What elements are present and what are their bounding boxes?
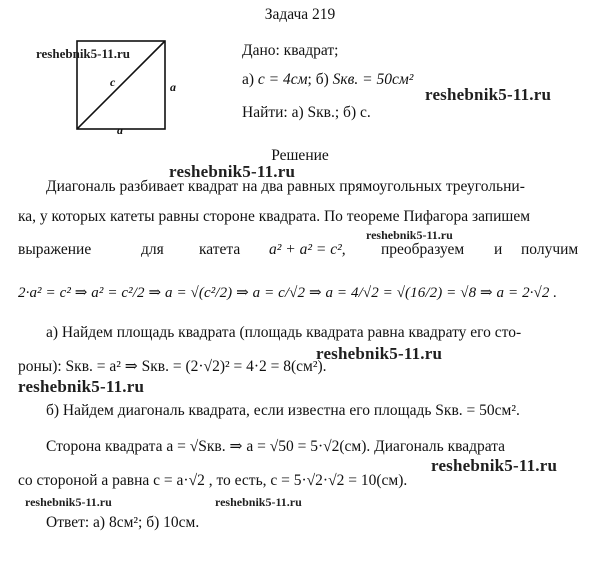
paragraph-line-word: для xyxy=(141,241,164,258)
given-s-value: Sкв. = 50см² xyxy=(332,71,414,88)
solution-heading: Решение xyxy=(271,147,329,164)
given-c-value: c = 4см xyxy=(257,71,308,88)
paragraph-line-word: выражение xyxy=(18,241,92,258)
given-label: Дано: квадрат; xyxy=(242,42,339,59)
paragraph-line: ка, у которых катеты равны стороне квадрата. По теореме Пифагора запишем xyxy=(18,208,531,225)
paragraph-line-word: преобразуем xyxy=(381,241,465,258)
given-b-prefix: ; б) xyxy=(307,71,329,88)
page-title: Задача 219 xyxy=(264,6,336,23)
figure-label-c: c xyxy=(110,75,116,89)
watermark: reshebnik5-11.ru xyxy=(425,85,552,104)
figure-label-a-right: a xyxy=(170,80,176,94)
given-a-prefix: а) xyxy=(242,71,255,88)
part-a-line: а) Найдем площадь квадрата (площадь квадрата равна квадрату его сто- xyxy=(46,324,522,341)
find-label: Найти: а) Sкв.; б) c. xyxy=(242,104,371,121)
watermark: reshebnik5-11.ru xyxy=(18,377,145,396)
part-a-line: роны): Sкв. = a² ⇒ Sкв. = (2·√2)² = 4·2 = 8(см²). xyxy=(18,358,327,375)
answer-line: Ответ: а) 8см²; б) 10см. xyxy=(46,514,200,531)
watermark: reshebnik5-11.ru xyxy=(215,495,302,509)
watermark: reshebnik5-11.ru xyxy=(431,456,558,475)
watermark: reshebnik5-11.ru xyxy=(36,46,131,61)
watermark: reshebnik5-11.ru xyxy=(366,228,453,242)
paragraph-line-word: и xyxy=(494,241,503,258)
paragraph-line-word: получим xyxy=(521,241,579,258)
pythagoras-equation: a² + a² = c², xyxy=(269,241,346,258)
paragraph-line-word: катета xyxy=(199,241,241,258)
paragraph-line: Диагональ разбивает квадрат на два равных прямоугольных треугольни- xyxy=(46,178,525,195)
figure-label-a-bottom: a xyxy=(117,123,123,137)
equation-chain: 2·a² = c² ⇒ a² = c²/2 ⇒ a = √(c²/2) ⇒ a = c/√2 ⇒ a = 4/√2 = √(16/2) = √8 ⇒ a = 2·√2 . xyxy=(18,285,558,301)
given-values xyxy=(242,71,413,89)
watermark: reshebnik5-11.ru xyxy=(169,162,296,181)
part-b-line: Сторона квадрата a = √Sкв. ⇒ a = √50 = 5·√2(см). Диагональ квадрата xyxy=(46,438,506,455)
part-b-line: б) Найдем диагональ квадрата, если известна его площадь Sкв. = 50см². xyxy=(46,402,520,419)
watermark: reshebnik5-11.ru xyxy=(316,344,443,363)
part-b-line: со стороной a равна c = a·√2 , то есть, c = 5·√2·√2 = 10(см). xyxy=(18,472,408,489)
watermark: reshebnik5-11.ru xyxy=(25,495,112,509)
